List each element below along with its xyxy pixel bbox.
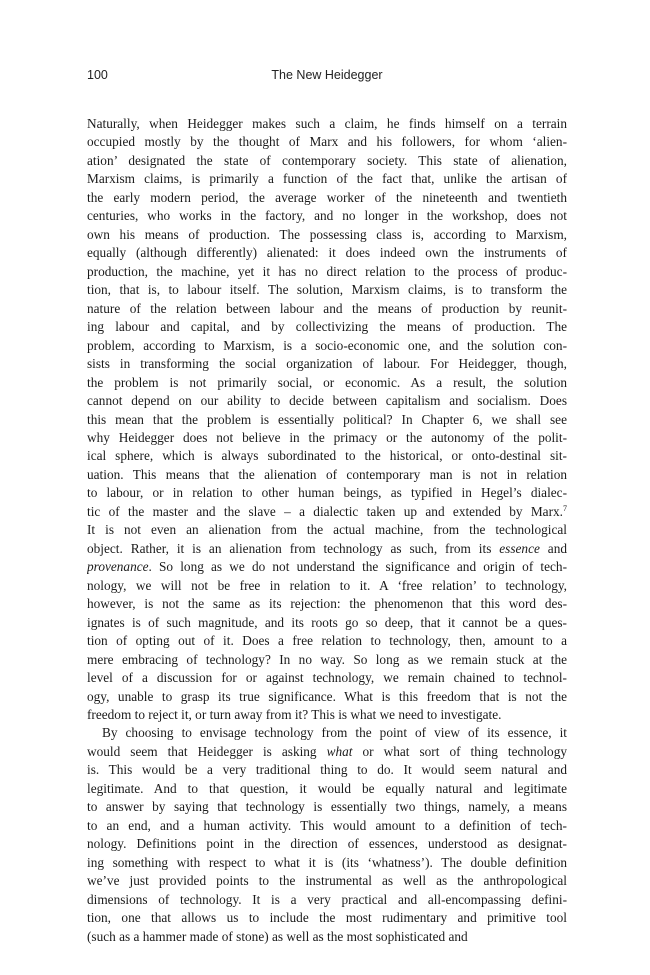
text-line: Marxism claims, is primarily a function of the fact that, unlike the artisan of — [87, 171, 567, 187]
text-segment: and — [539, 540, 567, 556]
text-segment: would seem that Heidegger is asking — [87, 743, 327, 759]
text-line: we’ve just provided points to the instrumental as well as the anthropological — [87, 873, 567, 889]
text-line: dimensions of technology. It is a very practical and all-encompassing defini- — [87, 891, 567, 907]
text-segment: . So long as we do not understand the significance and origin of tech- — [148, 559, 567, 575]
text-line: to labour, or in relation to other human beings, as typified in Hegel’s dialec- — [87, 485, 567, 501]
text-line: ing labour and capital, and by collectivizing the means of production. The — [87, 319, 567, 335]
text-line-with-footnote — [87, 503, 567, 521]
text-line: uation. This means that the alienation of contemporary man is not in relation — [87, 466, 567, 482]
body-text — [87, 115, 567, 946]
text-line: however, is not the same as its rejection: the phenomenon that this word des- — [87, 596, 567, 612]
running-title: The New Heidegger — [271, 68, 383, 82]
text-line: to answer by saying that technology is essentially two things, namely, a means — [87, 799, 567, 815]
text-line: ing something with respect to what it is (its ‘whatness’). The double definition — [87, 854, 567, 870]
footnote-marker: 7 — [563, 503, 567, 513]
text-line: sists in transforming the social organization of labour. For Heidegger, though, — [87, 356, 567, 372]
text-line: own his means of production. The possessing class is, according to Marxism, — [87, 226, 567, 242]
text-line: It is not even an alienation from the actual machine, from the technological — [87, 522, 567, 538]
text-line: ogy, unable to grasp its true significance. What is this freedom that is not the — [87, 688, 567, 704]
text-line: nature of the relation between labour and the means of production by reunit- — [87, 300, 567, 316]
italic-text: provenance — [87, 559, 149, 575]
text-segment: tic of the master and the slave – a dialectic taken up and extended by Marx. — [87, 503, 563, 519]
text-line: level of a discussion for or against technology, we remain chained to technol- — [87, 670, 567, 686]
text-line: Naturally, when Heidegger makes such a claim, he finds himself on a terrain — [87, 116, 567, 131]
text-line: tion of opting out of it. Does a free relation to technology, then, amount to a — [87, 633, 567, 649]
text-line: ation’ designated the state of contemporary society. This state of alienation, — [87, 152, 567, 168]
text-line: occupied mostly by the thought of Marx and his followers, for whom ‘alien- — [87, 134, 567, 150]
text-line: why Heidegger does not believe in the primacy or the autonomy of the polit- — [87, 429, 567, 445]
text-line — [87, 558, 567, 576]
text-line: equally (although differently) alienated: it does indeed own the instruments of — [87, 245, 567, 261]
text-line: legitimate. And to that question, it would be equally natural and legitimate — [87, 780, 567, 796]
italic-text: what — [326, 743, 353, 759]
text-line: centuries, who works in the factory, and no longer in the workshop, does not — [87, 208, 567, 224]
text-line: ignates is of such magnitude, and its roots go so deep, that it cannot be a ques- — [87, 614, 567, 630]
text-line: production, the machine, yet it has no direct relation to the process of produc- — [87, 263, 567, 279]
text-line: to an end, and a human activity. This would amount to a definition of tech- — [87, 817, 567, 833]
text-line: mere embracing of technology? In no way. So long as we remain stuck at the — [87, 651, 567, 667]
text-segment: or what sort of thing technology — [352, 743, 567, 759]
text-line: tion, that is, to labour itself. The solution, Marxism claims, is to transform the — [87, 282, 567, 298]
text-line: this mean that the problem is essentially political? In Chapter 6, we shall see — [87, 411, 567, 427]
text-line: freedom to reject it, or turn away from it? This is what we need to investigate. — [87, 707, 502, 722]
text-line: tion, one that allows us to include the most rudimentary and primitive tool — [87, 910, 567, 926]
text-line: nology. Definitions point in the direction of essences, understood as designat- — [87, 836, 567, 852]
text-line: the early modern period, the average worker of the nineteenth and twentieth — [87, 189, 567, 205]
running-head — [87, 68, 567, 88]
text-line — [87, 743, 567, 761]
text-line: the problem is not primarily social, or economic. As a result, the solution — [87, 374, 567, 390]
text-line: nology, we will not be free in relation to it. A ‘free relation’ to technology, — [87, 577, 567, 593]
page-number: 100 — [87, 68, 108, 82]
text-segment: object. Rather, it is an alienation from technology as such, from its — [87, 540, 500, 556]
text-line: is. This would be a very traditional thing to do. It would seem natural and — [87, 762, 567, 778]
italic-text: essence — [499, 540, 540, 556]
text-line: problem, according to Marxism, is a socio-economic one, and the solution con- — [87, 337, 567, 353]
paragraph-first-line: By choosing to envisage technology from the point of view of its essence, it — [102, 725, 567, 741]
text-line: (such as a hammer made of stone) as well as the most sophisticated and — [87, 928, 468, 944]
text-line: cannot depend on our ability to decide between capitalism and socialism. Does — [87, 393, 567, 409]
text-line — [87, 540, 567, 558]
text-line: ical sphere, which is always subordinated to the historical, or onto-destinal sit- — [87, 448, 567, 464]
